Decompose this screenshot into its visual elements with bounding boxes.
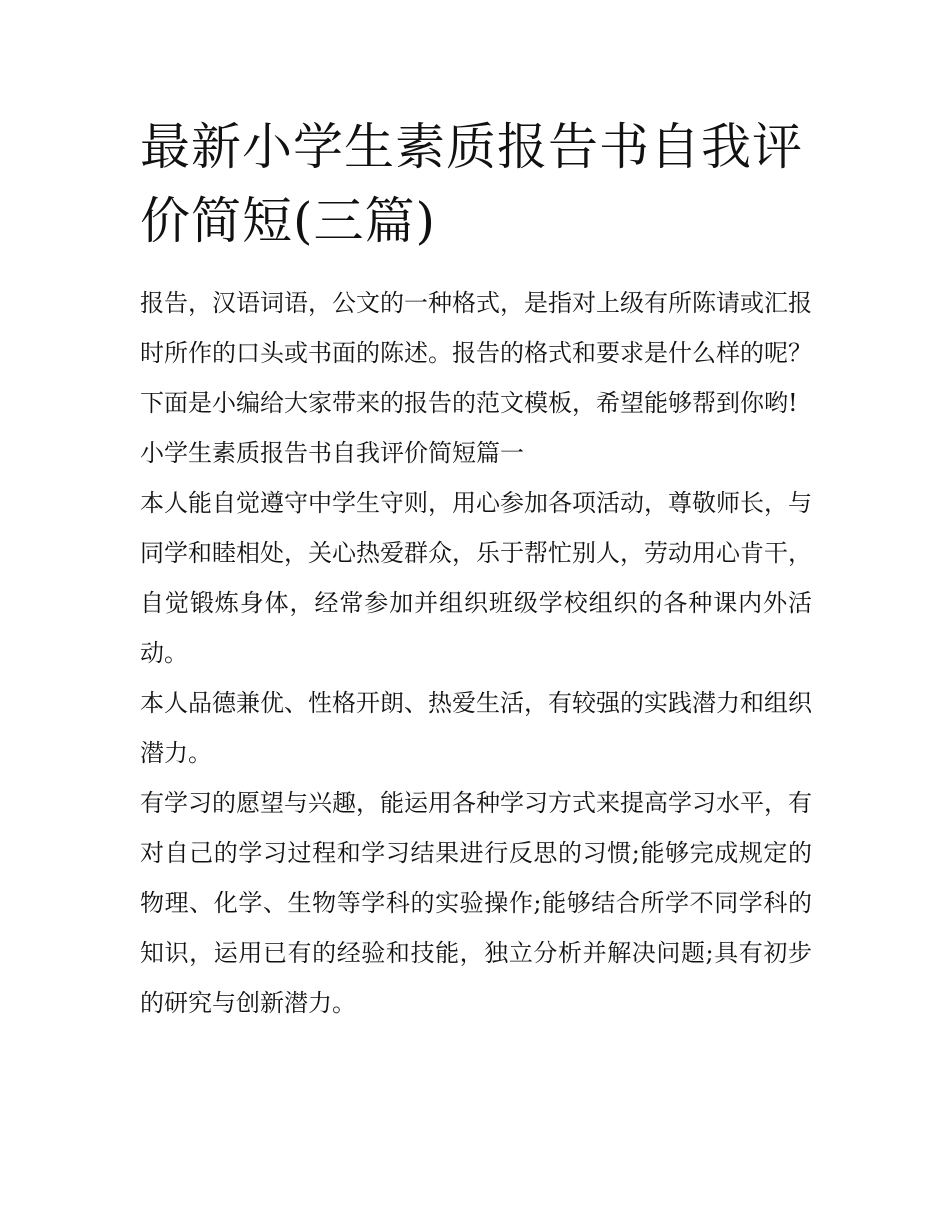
section-heading: 小学生素质报告书自我评价简短篇一	[140, 439, 524, 467]
body-paragraph: 本人能自觉遵守中学生守则，用心参加各项活动，尊敬师长，与同学和睦相处，关心热爱群众，乐于帮忙别人，劳动用心肯干，自觉锻炼身体，经常参加并组织班级学校组织的各种课内外活动。	[140, 489, 812, 667]
document-page	[140, 110, 812, 1028]
body-paragraph: 有学习的愿望与兴趣，能运用各种学习方式来提高学习水平，有对自己的学习过程和学习结果进行反思的习惯;能够完成规定的物理、化学、生物等学科的实验操作;能够结合所学不同学科的知识，运用已有的经验和技能，独立分析并解决问题;具有初步的研究与创新潜力。	[140, 789, 812, 1017]
document-title: 最新小学生素质报告书自我评价简短(三篇)	[140, 118, 803, 250]
intro-paragraph: 报告，汉语词语，公文的一种格式，是指对上级有所陈请或汇报时所作的口头或书面的陈述。报告的格式和要求是什么样的呢？下面是小编给大家带来的报告的范文模板，希望能够帮到你哟!	[140, 289, 812, 417]
body-paragraph: 本人品德兼优、性格开朗、热爱生活，有较强的实践潜力和组织潜力。	[140, 689, 812, 767]
